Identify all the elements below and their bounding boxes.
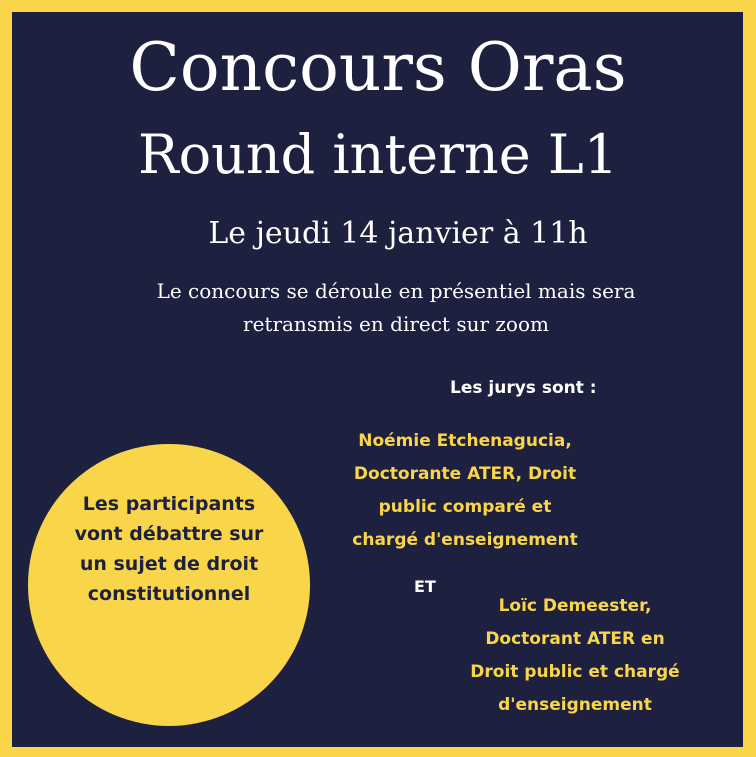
- circle-line: Les participants: [82, 493, 256, 515]
- jury-line: Doctorante ATER, Droit: [353, 464, 577, 484]
- circle-text: [28, 489, 310, 609]
- circle-line: un sujet de droit: [79, 553, 259, 575]
- poster-title: Concours Oras: [129, 29, 627, 106]
- connector-et: ET: [414, 577, 436, 596]
- event-description: [0, 275, 756, 341]
- description-line: Le concours se déroule en présentiel mais sera: [156, 279, 636, 303]
- jury-line: Doctorant ATER en: [485, 629, 665, 649]
- event-date: Le jeudi 14 janvier à 11h: [208, 216, 588, 251]
- poster-subtitle: Round interne L1: [137, 123, 619, 186]
- circle-line: constitutionnel: [87, 583, 251, 605]
- jury-line: public comparé et: [378, 497, 552, 517]
- jury-line: Droit public et chargé: [470, 662, 680, 682]
- jury-member-1: [320, 425, 610, 557]
- jury-line: Loïc Demeester,: [498, 596, 652, 616]
- jury-member-2: [440, 590, 710, 722]
- description-line: retransmis en direct sur zoom: [243, 312, 549, 336]
- circle-line: vont débattre sur: [74, 523, 264, 545]
- jury-heading: Les jurys sont :: [450, 378, 597, 398]
- jury-line: Noémie Etchenagucia,: [358, 431, 572, 451]
- jury-line: chargé d'enseignement: [352, 530, 578, 550]
- jury-line: d'enseignement: [498, 695, 652, 715]
